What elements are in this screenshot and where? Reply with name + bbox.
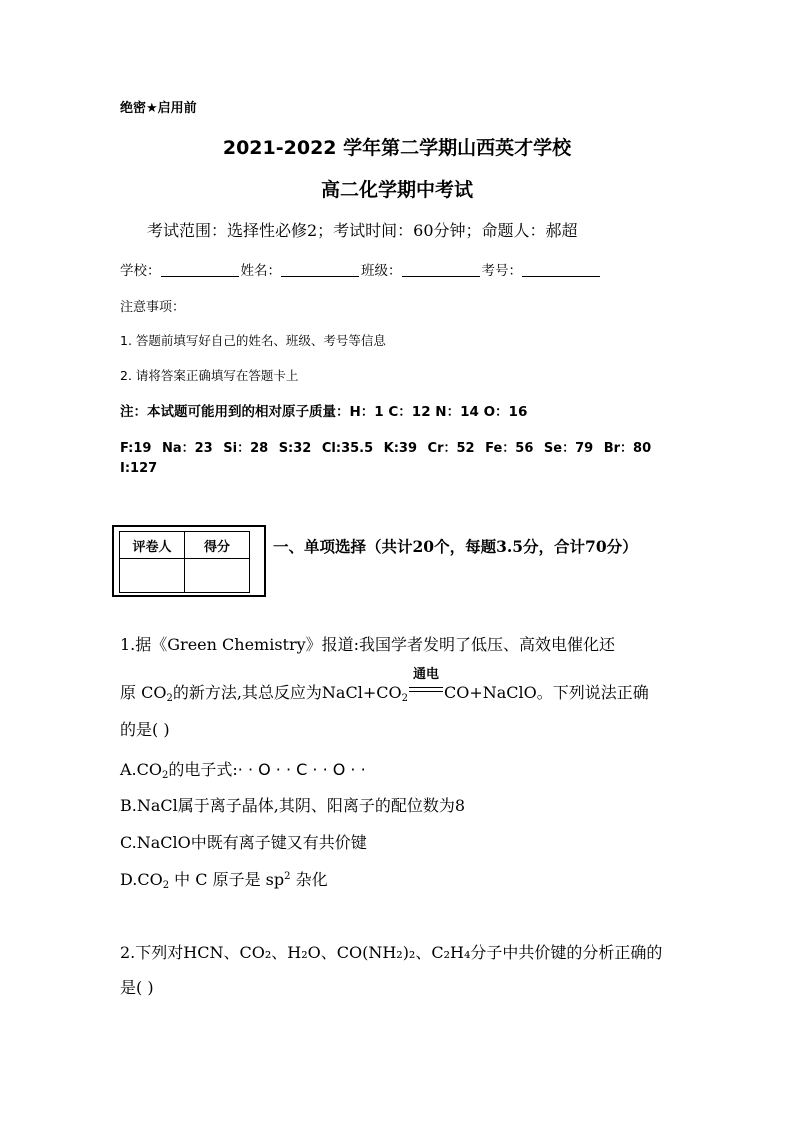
school-field[interactable]	[161, 262, 239, 277]
q1-sub-a: 2	[166, 693, 173, 704]
option-a-text: A.CO	[120, 760, 162, 779]
confidential-label: 绝密★启用前	[120, 101, 197, 116]
option-b[interactable]: B.NaCl属于离子晶体,其阴、阳离子的配位数为8	[120, 796, 466, 815]
score-header: 得分	[185, 532, 250, 559]
class-label: 班级：	[361, 263, 402, 279]
q1-text-a: 原 CO	[120, 683, 167, 702]
section-title: 一、单项选择（共计20个，每题3.5分，合计70分）	[273, 537, 638, 556]
option-d-text: D.CO	[120, 870, 163, 889]
option-d-text-3: 杂化	[290, 870, 328, 889]
question-1-line-2	[120, 667, 649, 704]
equals-sign	[409, 687, 443, 692]
option-a-text-2: 的电子式:	[168, 760, 238, 779]
q1-sub-b: 2	[401, 693, 408, 704]
grader-header: 评卷人	[120, 532, 185, 559]
question-2-line-1: 2.下列对HCN、CO₂、H₂O、CO(NH₂)₂、C₂H₄分子中共价键的分析正确的	[120, 943, 663, 962]
q1-text-b: 的新方法,其总反应为NaCl+CO	[172, 683, 402, 702]
option-d-text-2: 中 C 原子是 sp	[169, 870, 285, 889]
notes-heading: 注意事项：	[120, 300, 186, 315]
option-a[interactable]	[120, 757, 366, 781]
exam-scope: 考试范围：选择性必修2；考试时间：60分钟；命题人：郝超	[147, 221, 578, 240]
atomic-mass-line-3: I:127	[120, 461, 158, 476]
note-item-1: 1. 答题前填写好自己的姓名、班级、考号等信息	[120, 333, 386, 348]
student-info-line	[120, 259, 602, 279]
exam-title-line2: 高二化学期中考试	[320, 179, 473, 201]
score-box	[112, 525, 266, 597]
question-1-line-3: 的是( )	[120, 720, 170, 739]
score-table	[119, 531, 250, 593]
number-field[interactable]	[522, 262, 600, 277]
reaction-condition: 通电	[412, 667, 439, 682]
class-field[interactable]	[402, 262, 480, 277]
option-d-sub: 2	[162, 880, 170, 891]
question-2-line-2: 是( )	[120, 978, 154, 997]
name-label: 姓名：	[240, 263, 281, 279]
electron-formula: · · O · · C · · O · ·	[237, 760, 366, 779]
option-d-sup: 2	[284, 871, 291, 882]
exam-title-line1: 2021-2022 学年第二学期山西英才学校	[222, 137, 572, 159]
school-label: 学校：	[120, 263, 161, 279]
score-cell[interactable]	[185, 559, 250, 593]
option-d[interactable]	[120, 867, 328, 891]
option-a-sub: 2	[162, 770, 169, 781]
name-field[interactable]	[281, 262, 359, 277]
note-item-2: 2. 请将答案正确填写在答题卡上	[120, 368, 299, 383]
grader-cell[interactable]	[120, 559, 185, 593]
atomic-mass-line-2: F:19 Na：23 Si：28 S:32 Cl:35.5 K:39 Cr：52 Fe：56 Se：79 Br：80	[120, 441, 652, 456]
atomic-mass-line-1: 注：本试题可能用到的相对原子质量：H：1 C：12 N：14 O：16	[120, 404, 528, 420]
q1-text-c: CO+NaClO。下列说法正确	[443, 683, 649, 702]
question-1-line-1: 1.据《Green Chemistry》报道:我国学者发明了低压、高效电催化还	[120, 635, 616, 654]
reaction-arrow	[409, 667, 443, 702]
option-c[interactable]: C.NaClO中既有离子键又有共价键	[120, 833, 367, 852]
number-label: 考号：	[481, 263, 522, 279]
